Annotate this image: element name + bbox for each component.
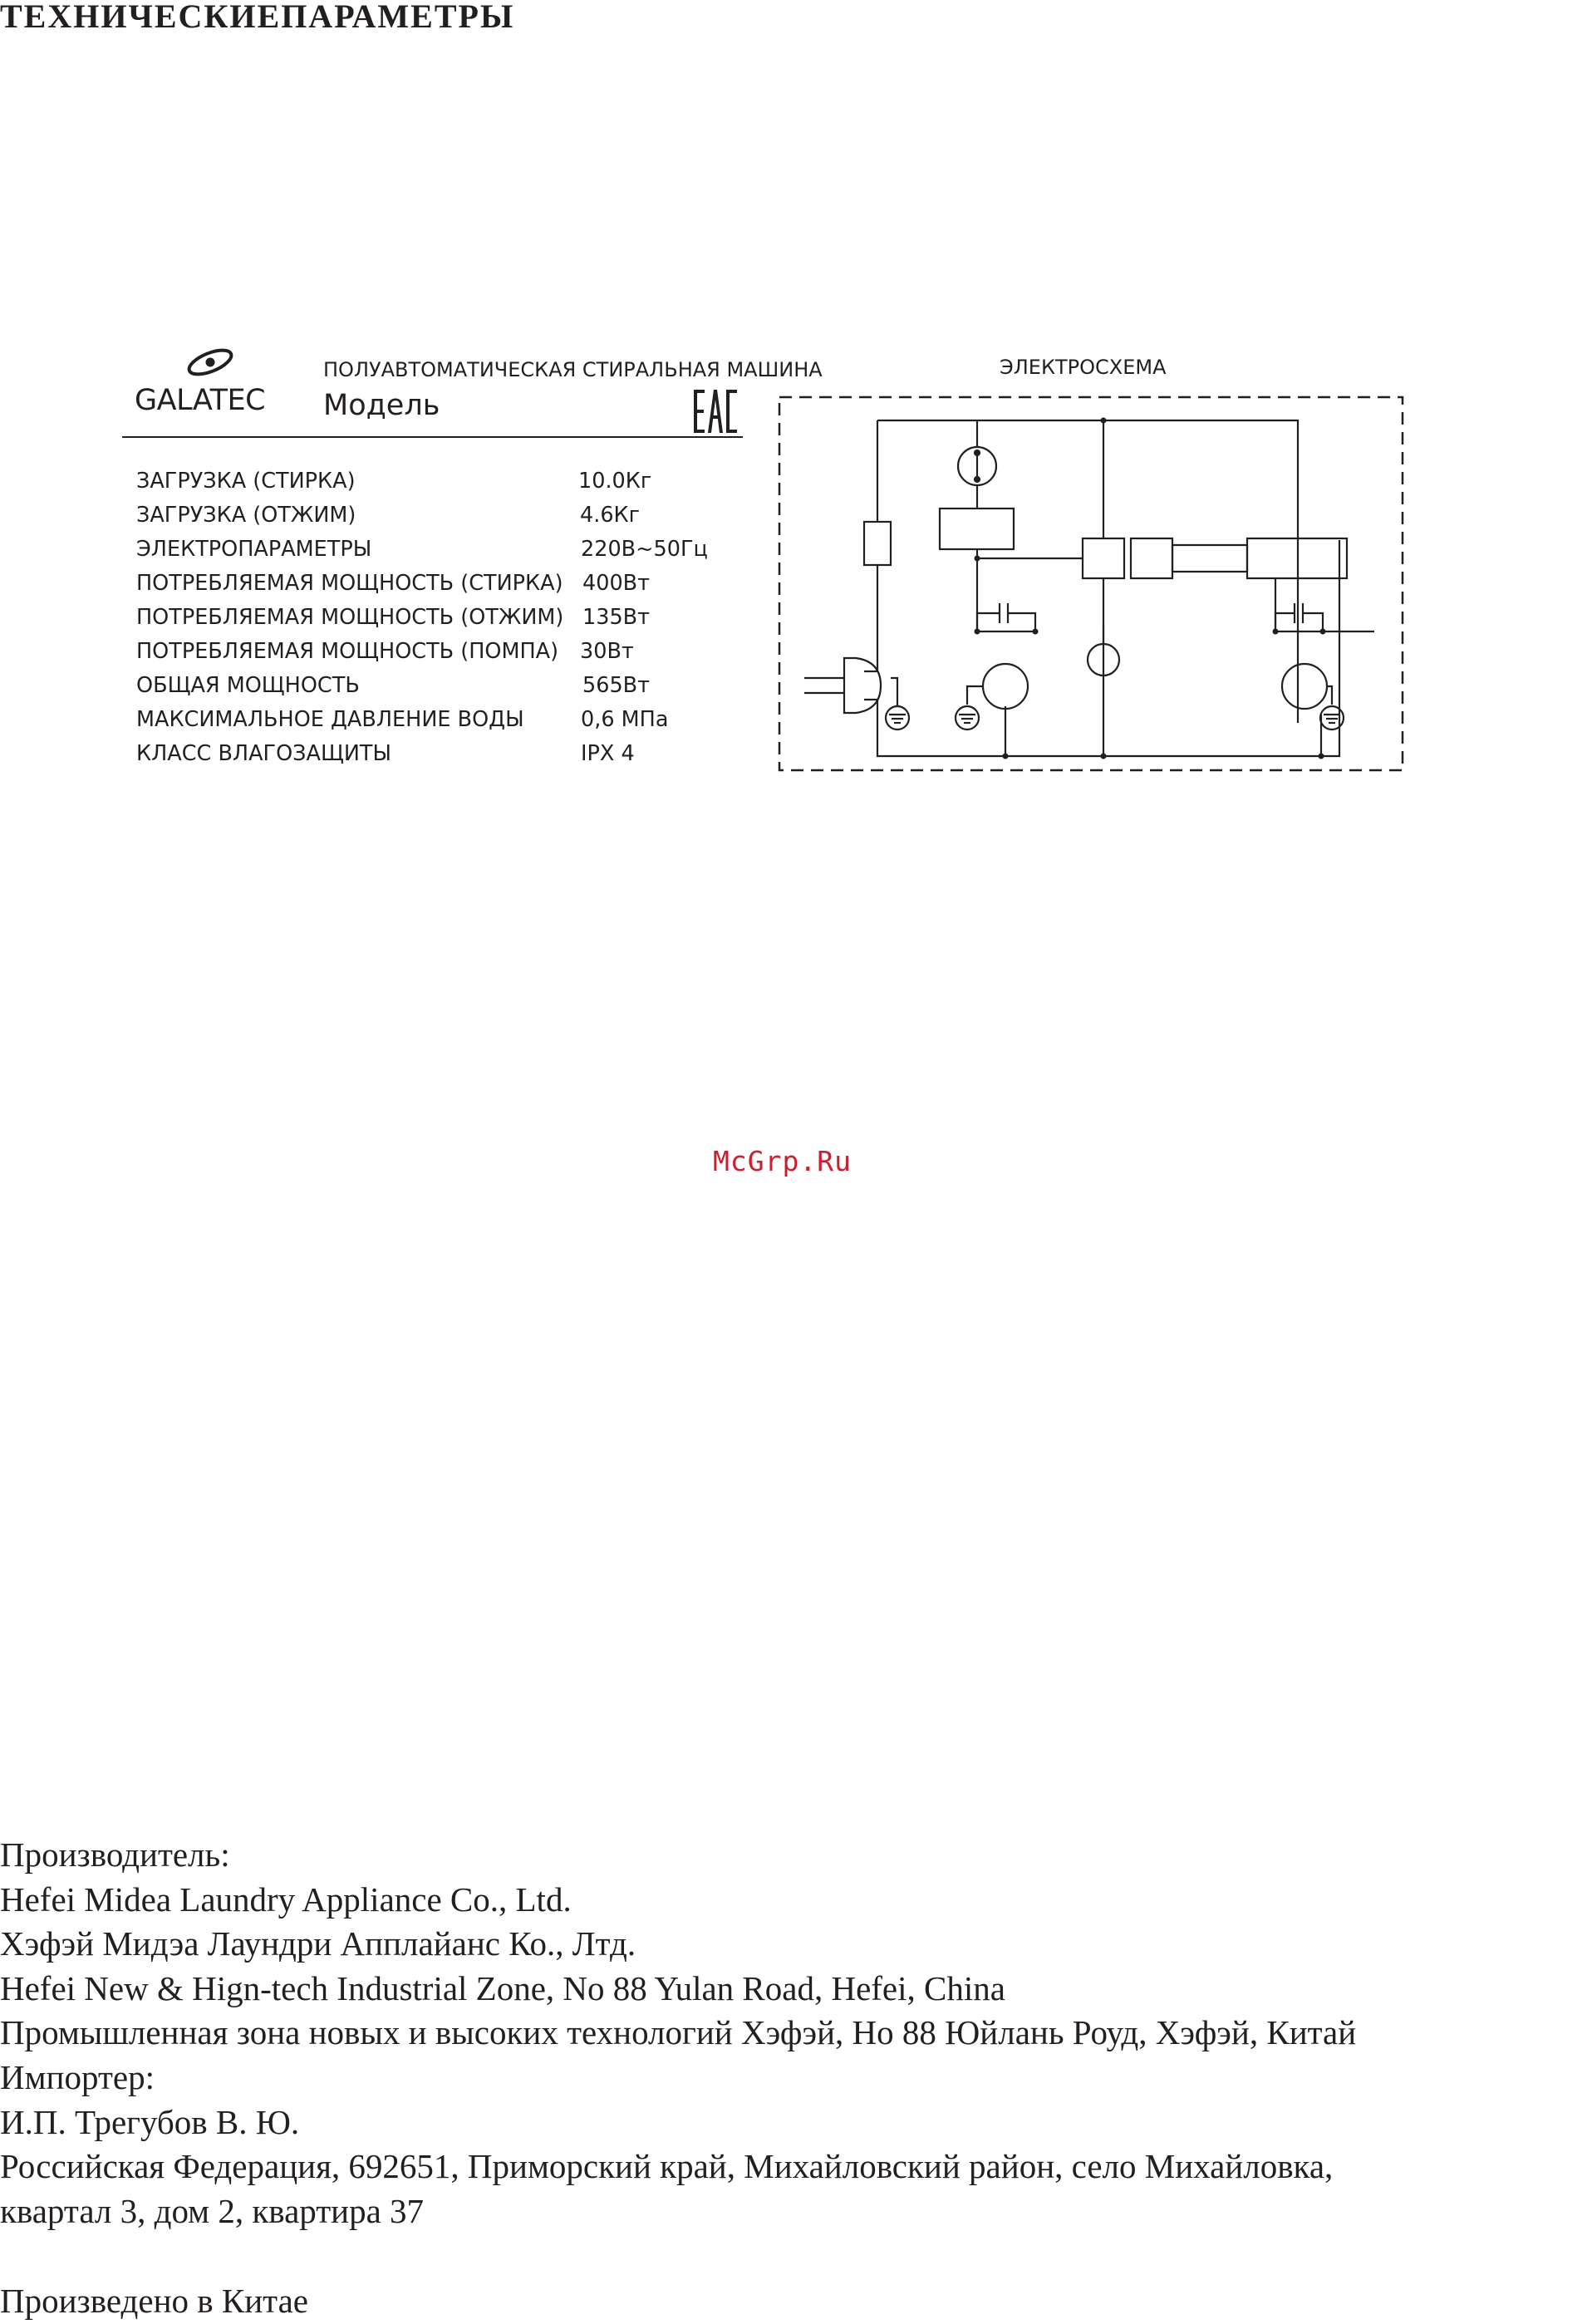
importer-name: И.П. Трегубов В. Ю. [0,2102,300,2141]
wash-timer-block [1083,538,1124,578]
spec-label: МАКСИМАЛЬНОЕ ДАВЛЕНИЕ ВОДЫ [136,707,524,732]
model-label: Модель [323,389,440,422]
country-of-origin: Произведено в Китае [0,2282,308,2320]
brand-logo [135,347,284,422]
spec-label: ОБЩАЯ МОЩНОСТЬ [136,673,360,698]
spec-value: 0,6 МПа [581,707,669,732]
drain-pump [1088,644,1119,676]
plug-ground-lead [891,678,897,706]
door-switch [958,447,996,485]
product-type: ПОЛУАВТОМАТИЧЕСКАЯ СТИРАЛЬНАЯ МАШИНА [323,358,823,381]
manufacturer-name-en: Hefei Midea Laundry Appliance Co., Ltd. [0,1879,572,1919]
spec-label: КЛАСС ВЛАГОЗАЩИТЫ [136,741,392,766]
spec-label: ПОТРЕБЛЯЕМАЯ МОЩНОСТЬ (ПОМПА) [136,639,559,664]
importer-heading: Импортер: [0,2057,155,2096]
page-title: ТЕХНИЧЕСКИЕПАРАМЕТРЫ [0,0,515,35]
ground-symbol [1320,706,1344,730]
spin-capacitor-link [1275,579,1374,631]
manufacturer-address-ru: Промышленная зона новых и высоких технологий Хэфэй, Но 88 Юйлань Роуд, Хэфэй, Китай [0,2013,1357,2052]
top-bus-wire [877,420,1298,540]
spec-value: 10.0Кг [578,469,652,494]
spec-label: ПОТРЕБЛЯЕМАЯ МОЩНОСТЬ (СТИРКА) [136,571,563,596]
importer-address-line-1: Российская Федерация, 692651, Приморский край, Михайловский район, село Михайловка, [0,2147,1334,2186]
ground-symbol [956,706,979,730]
spin-capacitor-lead-left [1275,613,1295,631]
junction-dots [975,418,1326,759]
link-block [1172,545,1247,572]
label-divider [122,436,743,438]
spec-value: 4.6Кг [580,503,641,528]
fuse-to-plug-wire [864,565,877,671]
wash-capacitor-lead-left [977,613,1000,631]
brand-name: GALATEC [135,384,266,417]
spec-value: 565Вт [582,673,651,698]
relay-block [940,509,1014,549]
spec-label: ЭЛЕКТРОПАРАМЕТРЫ [136,537,372,562]
eac-certification-icon [694,388,737,435]
wash-motor [983,664,1028,709]
spec-label: ЗАГРУЗКА (СТИРКА) [136,469,356,494]
manufacturer-info [0,1833,1356,2233]
spec-value: 220В~50Гц [581,537,708,562]
galatec-logo-icon [184,347,236,377]
spin-motor-ground-lead [1327,686,1332,705]
spec-value: 400Вт [582,571,651,596]
wash-motor-ground-lead [967,686,983,705]
mains-plug [844,658,881,713]
spec-value: 30Вт [580,639,634,664]
ground-symbol [886,706,909,730]
spin-timer-block [1247,538,1347,578]
watermark: McGrp.Ru [713,1145,852,1177]
importer-address-line-2: квартал 3, дом 2, квартира 37 [0,2191,425,2230]
bottom-bus-wire [864,540,1339,756]
spec-value: IPX 4 [581,741,635,766]
fuse [864,522,891,565]
spec-value: 135Вт [582,605,651,630]
spin-motor [1282,664,1327,709]
diagram-title: ЭЛЕКТРОСХЕМА [1000,356,1167,379]
spec-label: ПОТРЕБЛЯЕМАЯ МОЩНОСТЬ (ОТЖИМ) [136,605,564,630]
diagram-frame [779,397,1403,770]
manufacturer-address-en: Hefei New & Hign-tech Industrial Zone, No 88 Yulan Road, Hefei, China [0,1968,1005,2007]
selector-block [1131,538,1172,578]
manufacturer-heading: Производитель: [0,1835,230,1874]
manufacturer-name-ru: Хэфэй Мидэа Лаундри Апплайанс Ко., Лтд. [0,1924,636,1963]
spec-label: ЗАГРУЗКА (ОТЖИМ) [136,503,356,528]
